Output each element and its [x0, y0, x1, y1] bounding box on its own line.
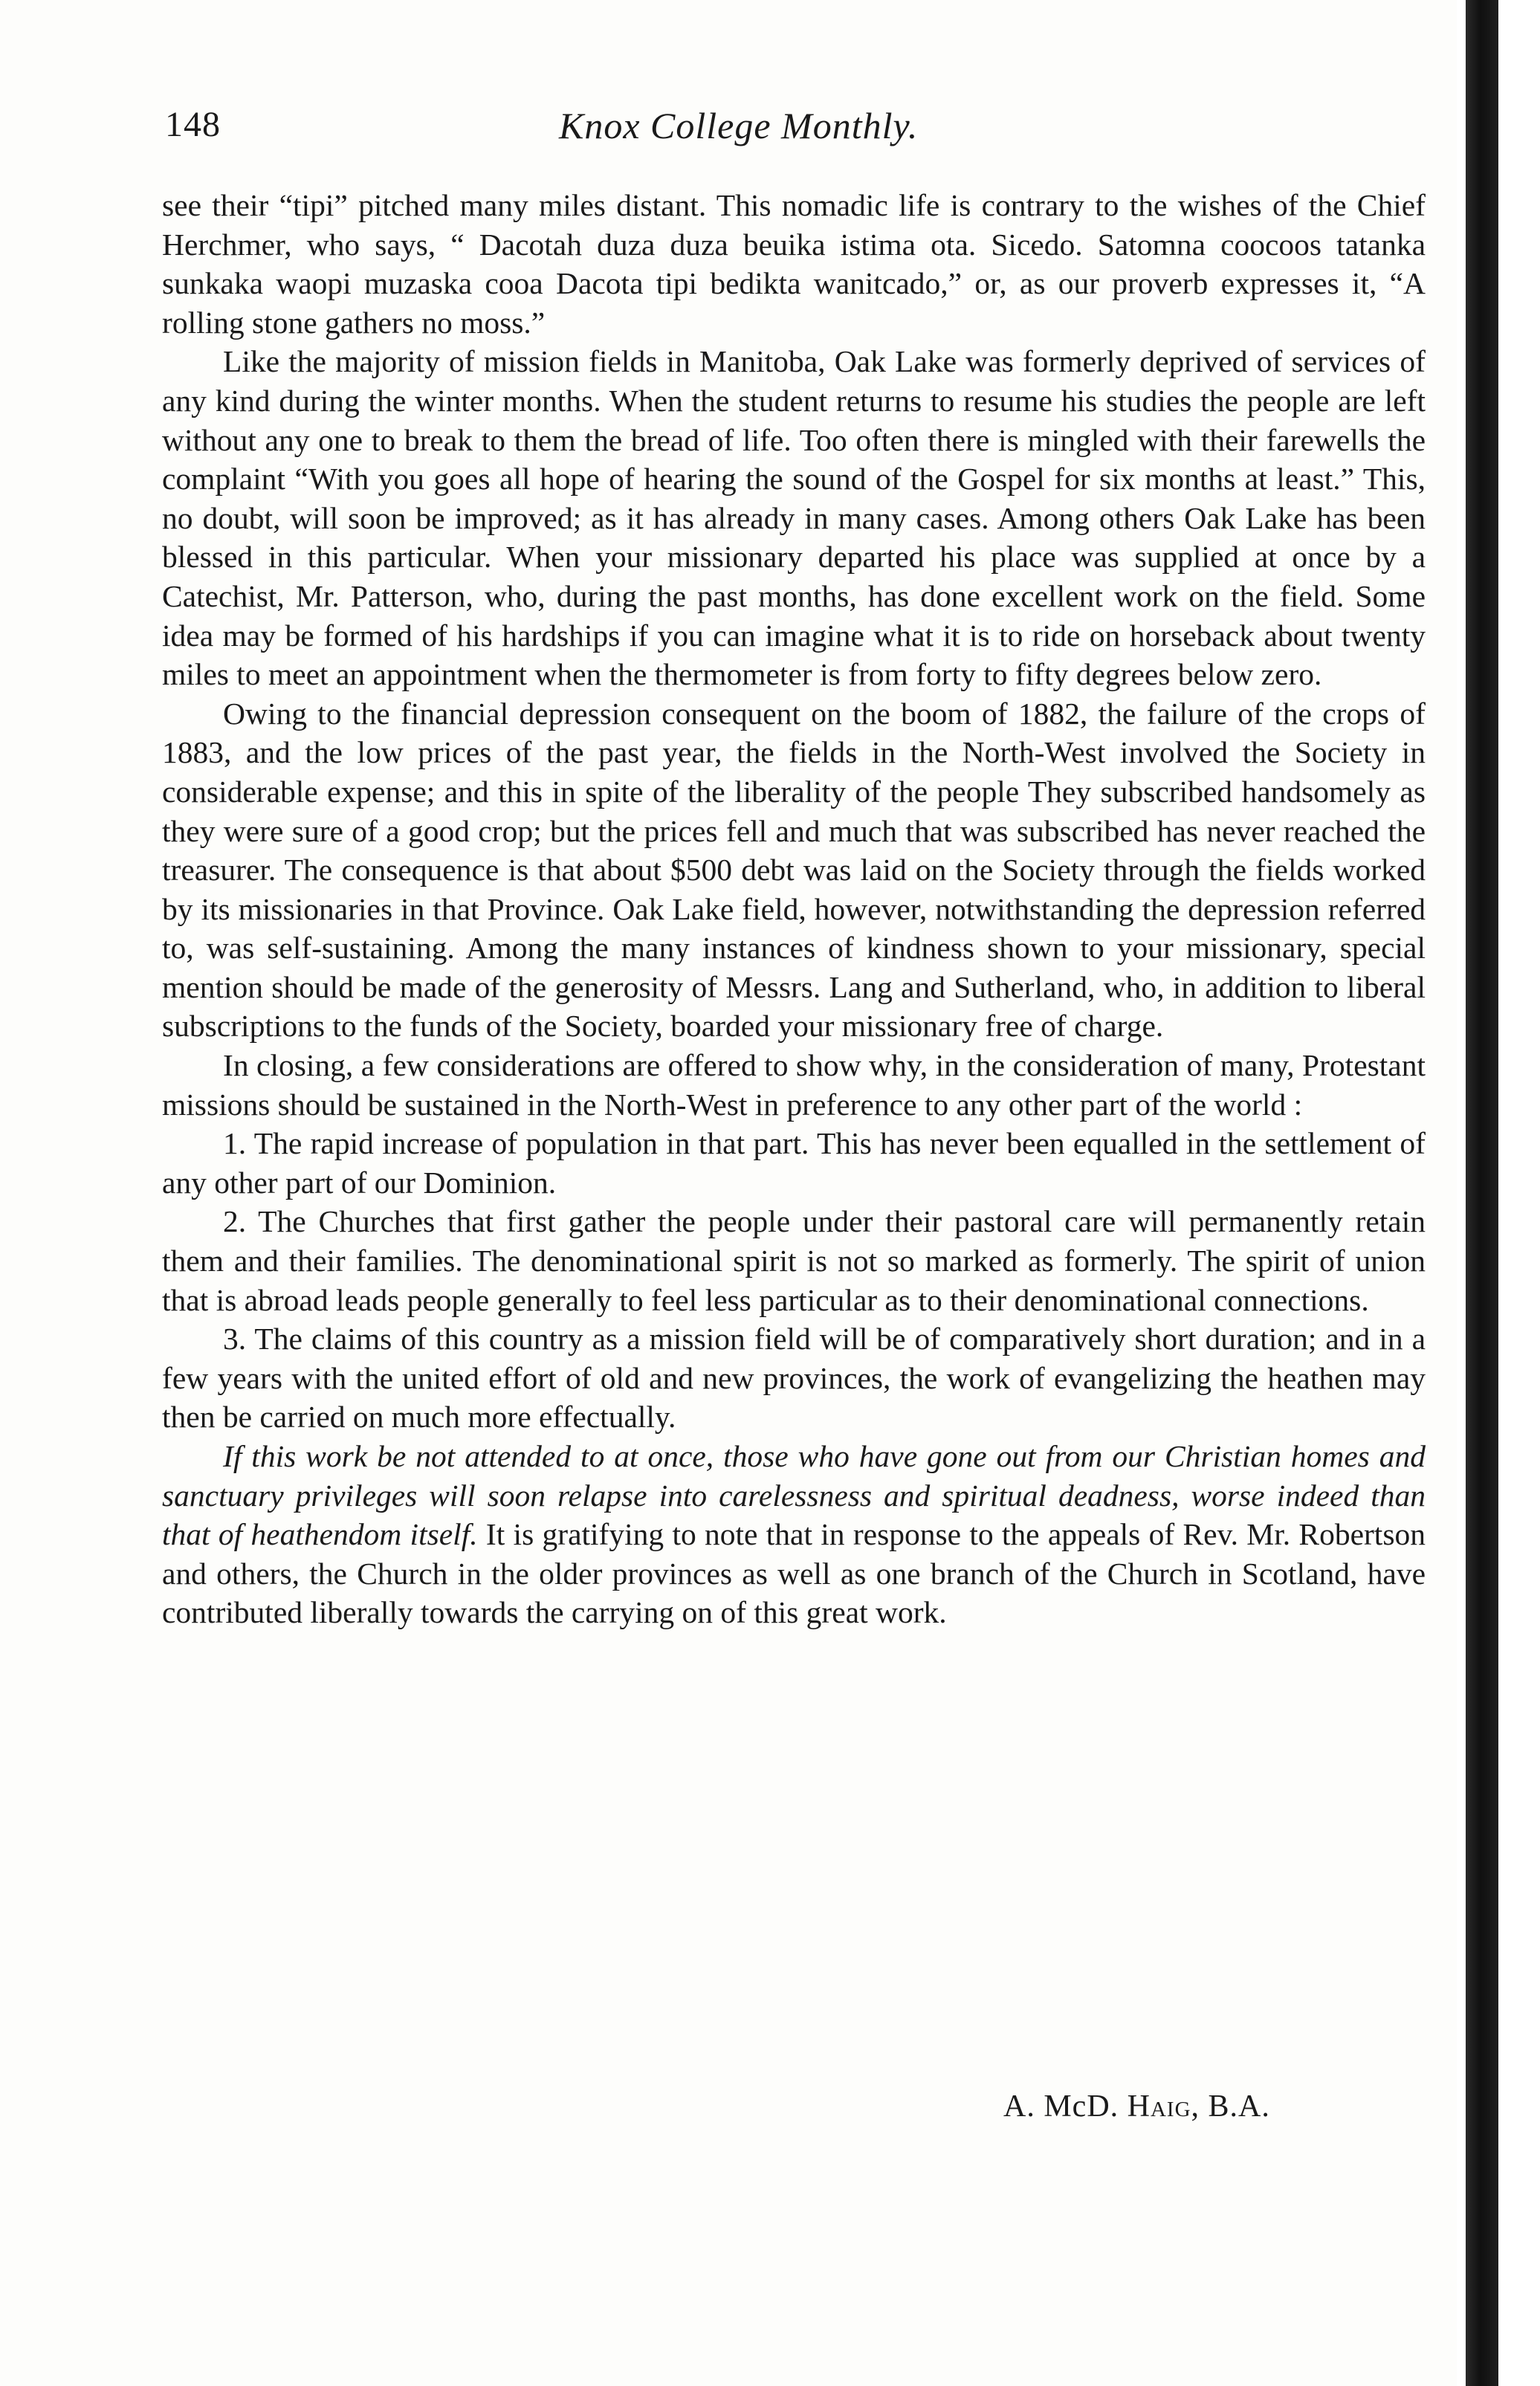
running-title: Knox College Monthly. — [559, 105, 919, 146]
list-item-3: 3. The claims of this country as a mission field will be of comparatively short duration; and in a few years with the united effort of old and new provinces, the work of evangelizing the heathen may then be carried on much more effectually. — [162, 1322, 1426, 1435]
scan-edge-strip — [1466, 0, 1498, 2386]
paragraph-oak-lake: Like the majority of mission fields in Manitoba, Oak Lake was formerly deprived of services of any kind during the winter months. When the student returns to resume his studies the people are left without any one to break to them the bread of life. Too often there is mingled with their farewells the complaint “With you goes all hope of hearing the sound of the Gospel for six months at least.” This, no doubt, will soon be improved; as it has already in many cases. Among others Oak Lake has been blessed in this particular. When your missionary departed his place was supplied at once by a Catechist, Mr. Patterson, who, during the past months, has done excellent work on the field. Some idea may be formed of his hardships if you can imagine what it is to ride on horseback about twenty miles to meet an appointment when the thermometer is from forty to fifty degrees below zero. — [162, 344, 1426, 692]
article-body — [162, 186, 1426, 1632]
page-header — [165, 104, 1429, 156]
list-item-2: 2. The Churches that first gather the people under their pastoral care will permanently retain them and their families. The denominational spirit is not so marked as formerly. The spirit of union that is abroad leads people generally to feel less particular as to their denominational connections. — [162, 1204, 1426, 1317]
list-item-1: 1. The rapid increase of population in that part. This has never been equalled in the settlement of any other part of our Dominion. — [162, 1126, 1426, 1200]
signature-degree: , B.A. — [1191, 2089, 1270, 2124]
author-signature — [1003, 2089, 1270, 2124]
closing-roman-text: It is gratifying to note that in response to the appeals of Rev. Mr. Robertson and others, the Church in the older provinces as well as one branch of the Church in Scotland, have contributed liberally towards the carrying on of this great work. — [162, 1517, 1426, 1630]
paragraph-closing — [162, 1437, 1426, 1632]
scan-edge-bar — [1457, 0, 1540, 2386]
signature-surname: Haig — [1127, 2089, 1191, 2124]
page-number: 148 — [165, 105, 221, 144]
paragraph-closing-intro: In closing, a few considerations are offered to show why, in the consideration of many, Protestant missions should be sustained in the North-West in preference to any other part of the world : — [162, 1048, 1426, 1122]
paragraph-continuation: see their “tipi” pitched many miles distant. This nomadic life is contrary to the wishes of the Chief Herchmer, who says, “ Dacotah duza duza beuika istima ota. Sicedo. Satomna coocoos tatanka sunkaka waopi muzaska cooa Dacota tipi bedikta wanitcado,” or, as our proverb expresses it, “A rolling stone gathers no moss.” — [162, 188, 1426, 340]
closing-italic-text: If this work be not attended to at once, those who have gone out from our Christian homes and sanctuary privileges will soon relapse into carelessness and spiritual deadness, worse indeed than that of heathendom itself. — [162, 1439, 1426, 1552]
signature-initials: A. McD. — [1003, 2089, 1128, 2124]
paragraph-financial-depression: Owing to the financial depression consequent on the boom of 1882, the failure of the crops of 1883, and the low prices of the past year, the fields in the North-West involved the Society in considerable expense; and this in spite of the liberality of the people They subscribed handsomely as they were sure of a good crop; but the prices fell and much that was subscribed has never reached the treasurer. The consequence is that about $500 debt was laid on the Society through the fields worked by its missionaries in that Province. Oak Lake field, however, notwithstanding the depression referred to, was self-sustaining. Among the many instances of kindness shown to your missionary, special mention should be made of the generosity of Messrs. Lang and Sutherland, who, in addition to liberal subscriptions to the funds of the Society, boarded your missionary free of charge. — [162, 696, 1426, 1044]
